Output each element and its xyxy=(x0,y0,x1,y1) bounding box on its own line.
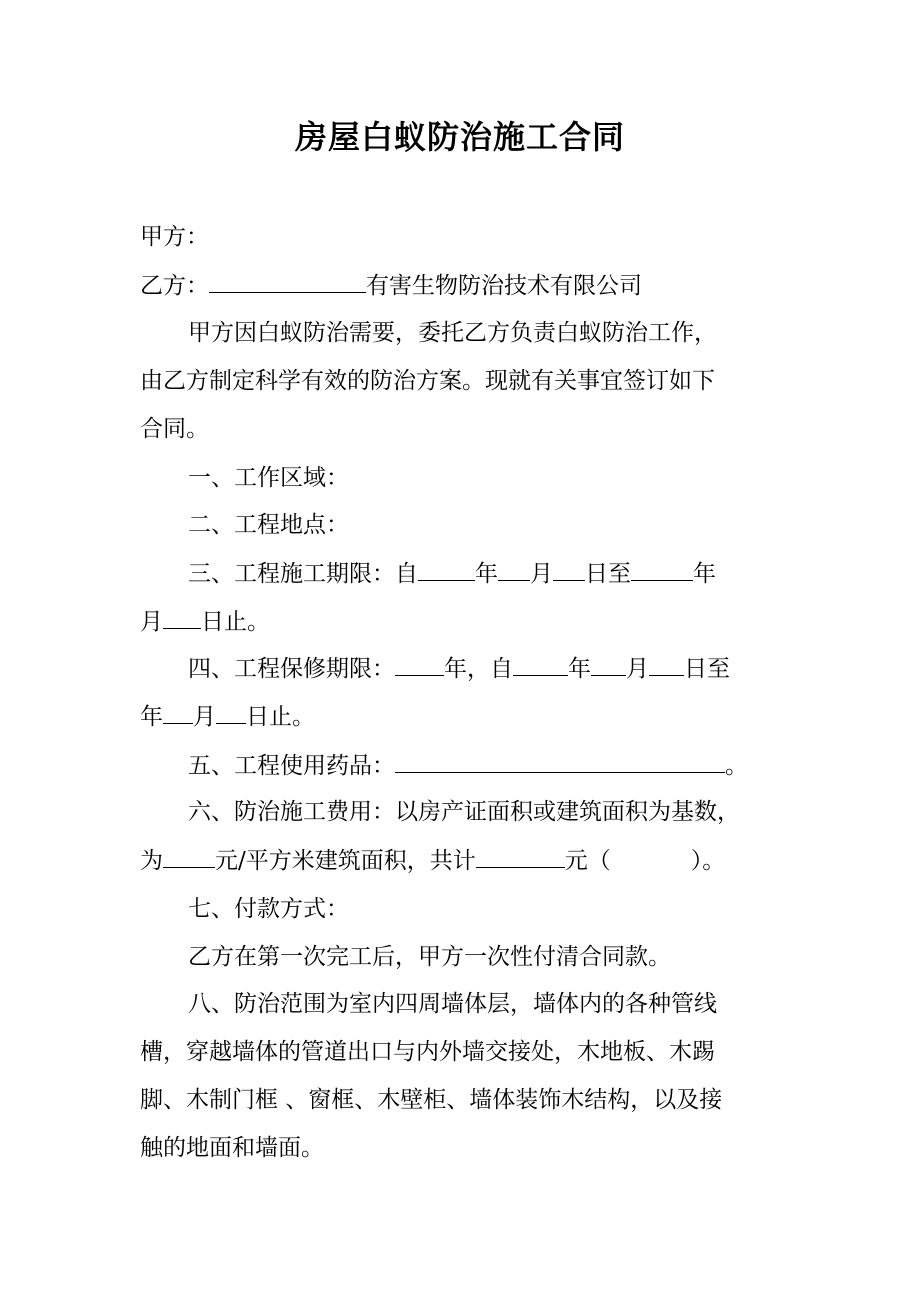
warranty-end-day-blank[interactable] xyxy=(216,701,246,724)
clause-8-line-1: 八、防治范围为室内四周墙体层，墙体内的各种管线 xyxy=(188,991,717,1017)
clause-8-line-3: 脚、木制门框 、窗框、木壁柜、墙体装饰木结构，以及接 xyxy=(140,1087,723,1113)
clause-5-text: 五、工程使用药品： xyxy=(188,753,395,779)
document-title: 房屋白蚁防治施工合同 xyxy=(294,118,625,156)
intro-line-2: 由乙方制定科学有效的防治方案。现就有关事宜签订如下 xyxy=(140,368,715,394)
close-paren: ）。 xyxy=(690,848,726,874)
clause-7: 七、付款方式： xyxy=(188,896,349,922)
clause-5 xyxy=(188,750,748,781)
clause-3-line-1 xyxy=(188,558,716,589)
clause-7-body: 乙方在第一次完工后，甲方一次性付清合同款。 xyxy=(188,944,671,970)
warranty-start-day-blank[interactable] xyxy=(649,653,684,676)
clause-2: 二、工程地点： xyxy=(188,512,349,538)
party-b-suffix: 有害生物防治技术有限公司 xyxy=(366,273,642,299)
month-label: 月 xyxy=(530,561,553,587)
year-label: 年 xyxy=(693,561,716,587)
warranty-years-blank[interactable] xyxy=(395,653,444,676)
intro-line-1: 甲方因白蚁防治需要，委托乙方负责白蚁防治工作， xyxy=(188,320,717,346)
year-label: 年 xyxy=(140,704,163,730)
day-to-label: 日至 xyxy=(684,656,730,682)
clause-4-text: 四、工程保修期限： xyxy=(188,656,395,682)
period: 。 xyxy=(725,753,748,779)
party-b-line xyxy=(140,270,642,301)
day-to-label: 日至 xyxy=(585,561,631,587)
clause-1: 一、工作区域： xyxy=(188,465,349,491)
clause-3-line-2 xyxy=(140,606,270,637)
month-label: 月 xyxy=(140,609,163,635)
start-year-blank[interactable] xyxy=(418,558,475,581)
intro-line-3: 合同。 xyxy=(140,416,209,442)
clause-4-line-2 xyxy=(140,701,315,732)
unit-text: 元/平方米建筑面积，共计 xyxy=(215,848,476,874)
clause-4-line-1 xyxy=(188,653,730,684)
chemicals-blank[interactable] xyxy=(395,750,725,773)
party-a-label: 甲方： xyxy=(140,224,209,250)
party-a-line xyxy=(140,222,209,252)
unit-price-blank[interactable] xyxy=(163,845,215,868)
party-b-blank[interactable] xyxy=(209,270,366,293)
warranty-end-month-blank[interactable] xyxy=(163,701,193,724)
year-label: 年 xyxy=(475,561,498,587)
party-b-label: 乙方： xyxy=(140,273,209,299)
start-day-blank[interactable] xyxy=(553,558,585,581)
clause-8-line-4: 触的地面和墙面。 xyxy=(140,1135,324,1161)
warranty-start-year-blank[interactable] xyxy=(513,653,568,676)
clause-3-text: 三、工程施工期限：自 xyxy=(188,561,418,587)
start-month-blank[interactable] xyxy=(498,558,530,581)
day-end-label: 日止。 xyxy=(201,609,270,635)
day-end-label: 日止。 xyxy=(246,704,315,730)
year-label: 年 xyxy=(568,656,591,682)
yuan-paren-label: 元（ xyxy=(564,848,611,874)
for-label: 为 xyxy=(140,848,163,874)
warranty-start-month-blank[interactable] xyxy=(591,653,626,676)
clause-6-line-1: 六、防治施工费用：以房产证面积或建筑面积为基数， xyxy=(188,799,740,825)
total-amount-blank[interactable] xyxy=(476,845,565,868)
month-label: 月 xyxy=(626,656,649,682)
clause-8-line-2: 槽，穿越墙体的管道出口与内外墙交接处，木地板、木踢 xyxy=(140,1039,715,1065)
end-day-blank[interactable] xyxy=(163,606,201,629)
end-year-blank[interactable] xyxy=(631,558,693,581)
month-label: 月 xyxy=(193,704,216,730)
year-from-label: 年，自 xyxy=(444,656,513,682)
clause-6-line-2 xyxy=(140,845,725,876)
